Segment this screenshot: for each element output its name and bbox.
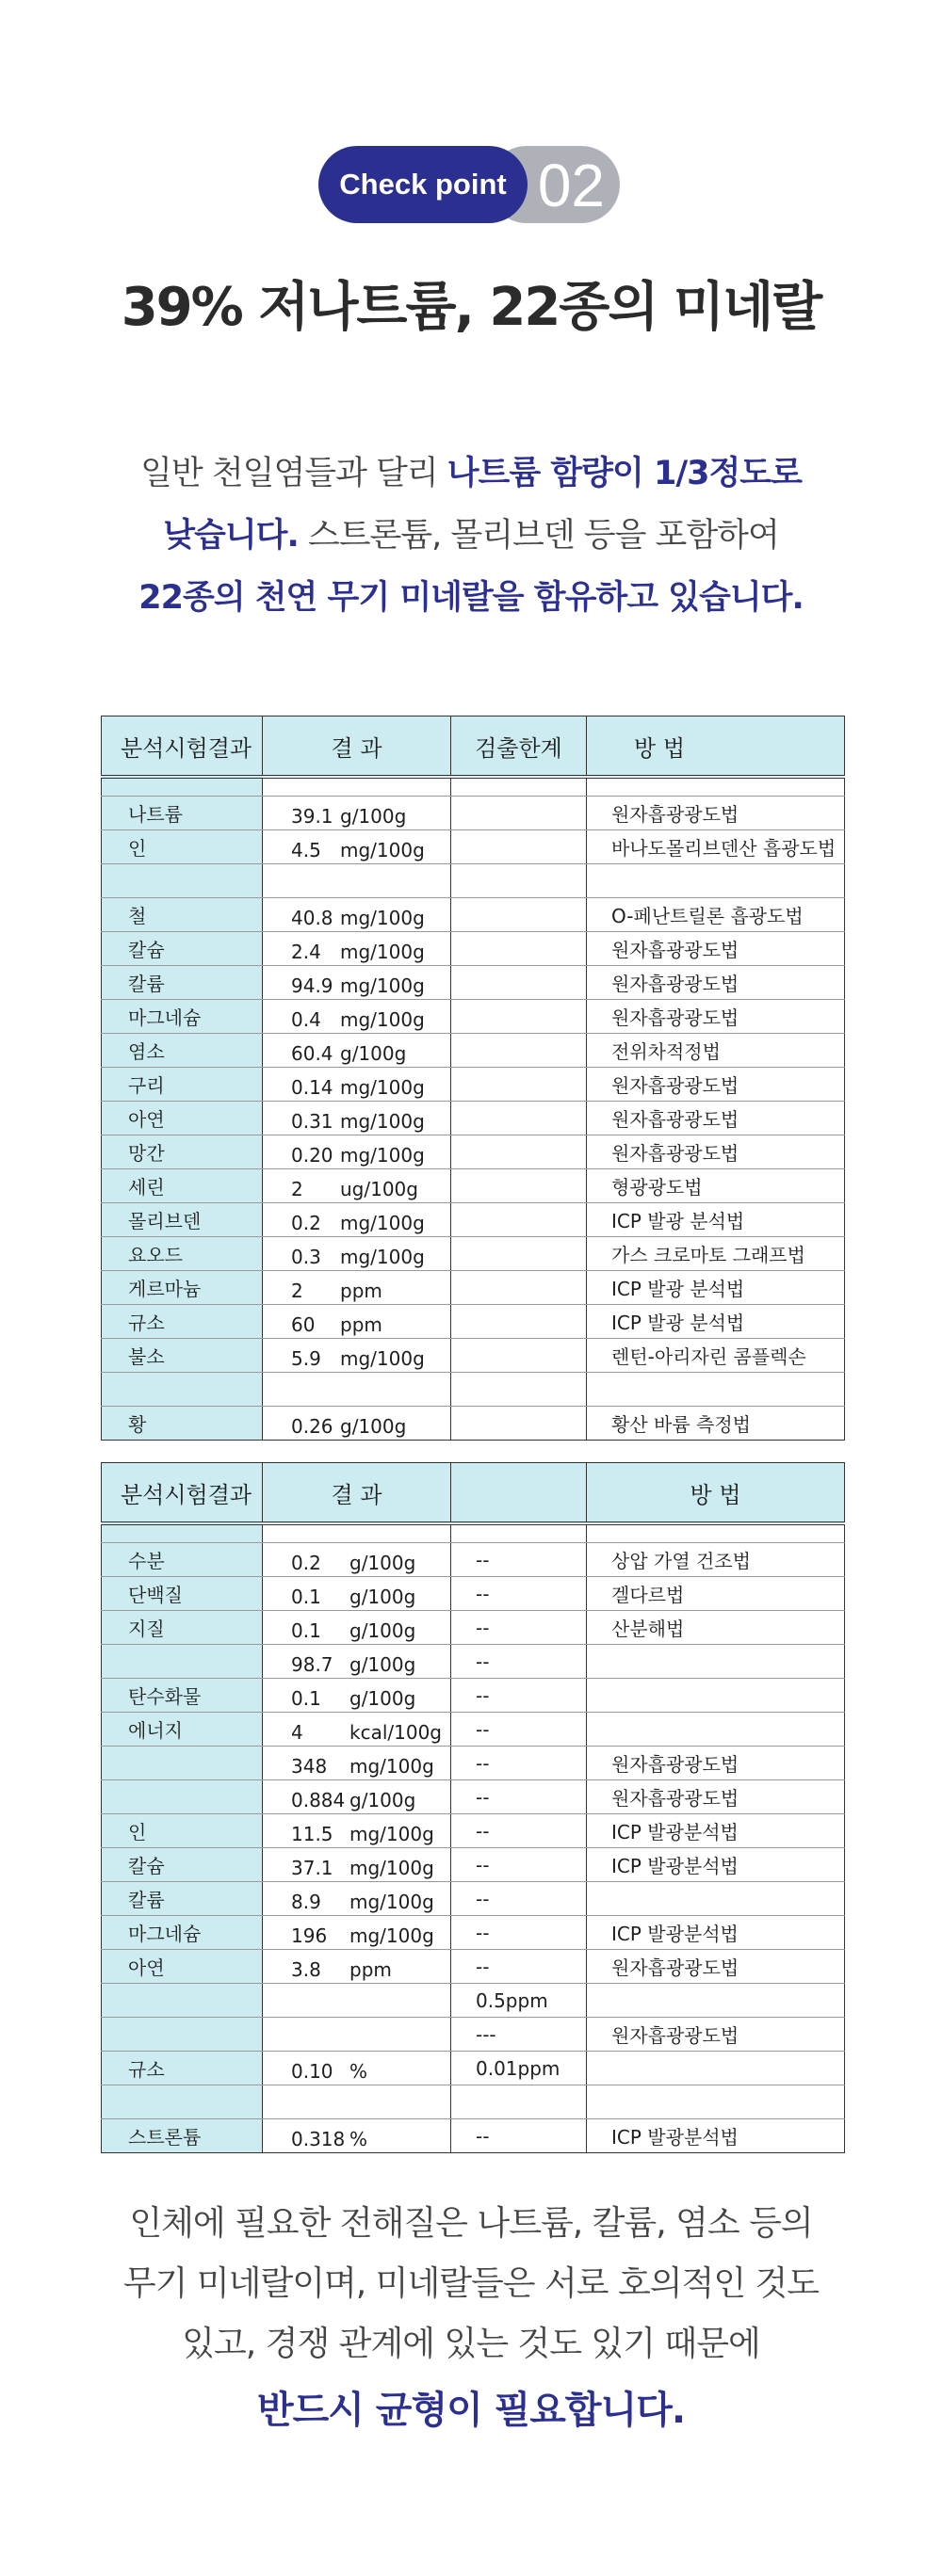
- limit-cell: --: [451, 1577, 587, 1611]
- result-cell: [263, 1679, 451, 1713]
- limit-cell: [451, 1271, 587, 1305]
- table-row: [102, 1543, 845, 1577]
- table-row: [102, 864, 845, 898]
- method-cell: [587, 1984, 845, 2018]
- result-unit: mg/100g: [349, 1924, 434, 1947]
- limit-cell: --: [451, 1916, 587, 1950]
- method-cell: 원자흡광광도법: [587, 1068, 845, 1102]
- item-cell: 철: [102, 898, 263, 932]
- result-cell: [263, 1000, 451, 1034]
- result-unit: ppm: [340, 1313, 382, 1336]
- item-cell: 구리: [102, 1068, 263, 1102]
- result-cell: [263, 797, 451, 830]
- result-cell: [263, 1237, 451, 1271]
- method-cell: 산분해법: [587, 1611, 845, 1645]
- limit-cell: [451, 966, 587, 1000]
- result-cell: [263, 1203, 451, 1237]
- method-cell: 원자흡광광도법: [587, 966, 845, 1000]
- result-cell: [263, 1169, 451, 1203]
- table-row: [102, 1679, 845, 1713]
- result-cell: [263, 1068, 451, 1102]
- result-unit: g/100g: [349, 1653, 416, 1676]
- result-cell: [263, 1373, 451, 1407]
- method-cell: [587, 1882, 845, 1916]
- table-spacer-row: [102, 1523, 845, 1543]
- result-value: 60.4: [291, 1042, 333, 1065]
- result-unit: mg/100g: [340, 1246, 425, 1268]
- result-cell: [263, 1713, 451, 1747]
- item-cell: 규소: [102, 2052, 263, 2085]
- table-spacer-row: [102, 777, 845, 797]
- result-unit: g/100g: [349, 1619, 416, 1642]
- result-value: 2: [291, 1178, 303, 1200]
- result-unit: g/100g: [349, 1552, 416, 1574]
- table-row: [102, 1577, 845, 1611]
- result-unit: mg/100g: [340, 907, 425, 929]
- table-header-row: [102, 716, 845, 778]
- table-row: [102, 2052, 845, 2085]
- result-cell: [263, 1135, 451, 1169]
- item-cell: [102, 1780, 263, 1814]
- result-value: 0.1: [291, 1586, 321, 1608]
- result-value: 0.14: [291, 1076, 333, 1099]
- table-row: [102, 1237, 845, 1271]
- method-cell: 바나도몰리브덴산 흡광도법: [587, 830, 845, 864]
- limit-cell: [451, 1000, 587, 1034]
- table-row: [102, 1034, 845, 1068]
- result-cell: [263, 1747, 451, 1780]
- table-row: [102, 1882, 845, 1916]
- item-cell: 요오드: [102, 1237, 263, 1271]
- table-row: [102, 1848, 845, 1882]
- header-item: 분석시험결과: [102, 716, 263, 778]
- limit-cell: --: [451, 1780, 587, 1814]
- intro-line2-b: 스트론튬, 몰리브덴 등을 포함하여: [298, 517, 779, 555]
- item-cell: 망간: [102, 1135, 263, 1169]
- outro-line1: 인체에 필요한 전해질은 나트륨, 칼륨, 염소 등의: [129, 2204, 813, 2243]
- result-value: 94.9: [291, 974, 333, 997]
- item-cell: 마그네슘: [102, 1916, 263, 1950]
- intro-line1-highlight: 나트륨 함량이 1/3정도로: [447, 455, 802, 492]
- item-cell: 인: [102, 1814, 263, 1848]
- item-cell: [102, 2085, 263, 2119]
- table-row: [102, 1814, 845, 1848]
- table-row: [102, 830, 845, 864]
- method-cell: 가스 크로마토 그래프법: [587, 1237, 845, 1271]
- result-value: 0.3: [291, 1246, 321, 1268]
- limit-cell: --: [451, 1679, 587, 1713]
- result-unit: mg/100g: [340, 839, 425, 861]
- limit-cell: 0.5ppm: [451, 1984, 587, 2018]
- result-unit: ug/100g: [340, 1178, 418, 1200]
- result-value: 0.2: [291, 1552, 321, 1574]
- result-value: 0.318: [291, 2128, 346, 2150]
- result-unit: ppm: [349, 1958, 392, 1981]
- result-value: 2.4: [291, 941, 321, 963]
- limit-cell: [451, 1135, 587, 1169]
- table-row: [102, 1916, 845, 1950]
- table-row: [102, 1713, 845, 1747]
- table-row: [102, 1747, 845, 1780]
- method-cell: ICP 발광분석법: [587, 1814, 845, 1848]
- result-unit: %: [349, 2060, 368, 2083]
- table-row: [102, 1169, 845, 1203]
- limit-cell: [451, 830, 587, 864]
- result-cell: [263, 1034, 451, 1068]
- item-cell: [102, 1984, 263, 2018]
- item-cell: 탄수화물: [102, 1679, 263, 1713]
- table-row: [102, 1000, 845, 1034]
- method-cell: 원자흡광광도법: [587, 1780, 845, 1814]
- spacer-cell: [102, 1523, 263, 1543]
- outro-text: [0, 2194, 942, 2440]
- mineral-analysis-table: [101, 716, 845, 1441]
- method-cell: 렌턴-아리자린 콤플렉손: [587, 1339, 845, 1373]
- result-cell: [263, 864, 451, 898]
- method-cell: 원자흡광광도법: [587, 797, 845, 830]
- limit-cell: --: [451, 1950, 587, 1984]
- result-unit: mg/100g: [349, 1891, 434, 1913]
- table-row: [102, 1339, 845, 1373]
- result-value: 3.8: [291, 1958, 321, 1981]
- table-row: [102, 1102, 845, 1135]
- item-cell: [102, 864, 263, 898]
- result-cell: [263, 2018, 451, 2052]
- header-limit: [451, 1463, 587, 1524]
- page-title: 39% 저나트륨, 22종의 미네랄: [121, 277, 821, 338]
- result-value: 0.10: [291, 2060, 333, 2083]
- limit-cell: [451, 1237, 587, 1271]
- result-value: 0.1: [291, 1619, 321, 1642]
- result-unit: mg/100g: [340, 1076, 425, 1099]
- limit-cell: [451, 1203, 587, 1237]
- result-unit: mg/100g: [349, 1823, 434, 1845]
- badge-number: 02: [537, 152, 605, 219]
- method-cell: 원자흡광광도법: [587, 932, 845, 966]
- method-cell: [587, 2085, 845, 2119]
- result-value: 4.5: [291, 839, 321, 861]
- limit-cell: [451, 1305, 587, 1339]
- table-row: [102, 1950, 845, 1984]
- limit-cell: --: [451, 1713, 587, 1747]
- table-row: [102, 932, 845, 966]
- result-unit: mg/100g: [340, 1347, 425, 1370]
- table-row: [102, 2018, 845, 2052]
- table-header-row: [102, 1463, 845, 1524]
- result-unit: g/100g: [349, 1789, 416, 1811]
- result-cell: [263, 2119, 451, 2153]
- result-value: 4: [291, 1721, 303, 1744]
- table-row: [102, 1611, 845, 1645]
- spacer-cell: [263, 1523, 451, 1543]
- result-unit: kcal/100g: [349, 1721, 442, 1744]
- result-value: 98.7: [291, 1653, 333, 1676]
- item-cell: 황: [102, 1407, 263, 1441]
- method-cell: 원자흡광광도법: [587, 1102, 845, 1135]
- method-cell: 원자흡광광도법: [587, 1000, 845, 1034]
- result-cell: [263, 1611, 451, 1645]
- limit-cell: --: [451, 1543, 587, 1577]
- limit-cell: --: [451, 1814, 587, 1848]
- result-cell: [263, 932, 451, 966]
- result-cell: [263, 2085, 451, 2119]
- result-unit: g/100g: [349, 1586, 416, 1608]
- header-result: 결 과: [263, 1463, 451, 1524]
- table-row: [102, 1305, 845, 1339]
- limit-cell: --: [451, 1848, 587, 1882]
- item-cell: 불소: [102, 1339, 263, 1373]
- result-cell: [263, 1645, 451, 1679]
- limit-cell: --: [451, 1747, 587, 1780]
- result-cell: [263, 898, 451, 932]
- method-cell: [587, 864, 845, 898]
- result-cell: [263, 1848, 451, 1882]
- item-cell: 아연: [102, 1102, 263, 1135]
- item-cell: 세린: [102, 1169, 263, 1203]
- badge-label: Check point: [318, 146, 528, 223]
- table-row: [102, 898, 845, 932]
- item-cell: 지질: [102, 1611, 263, 1645]
- result-unit: g/100g: [340, 1042, 407, 1065]
- method-cell: [587, 1373, 845, 1407]
- result-value: 39.1: [291, 805, 333, 828]
- method-cell: ICP 발광 분석법: [587, 1305, 845, 1339]
- method-cell: 황산 바륨 측정법: [587, 1407, 845, 1441]
- result-value: 0.31: [291, 1110, 333, 1133]
- method-cell: ICP 발광분석법: [587, 2119, 845, 2153]
- method-cell: ICP 발광 분석법: [587, 1271, 845, 1305]
- result-cell: [263, 1577, 451, 1611]
- limit-cell: [451, 1407, 587, 1441]
- item-cell: [102, 2018, 263, 2052]
- method-cell: 형광광도법: [587, 1169, 845, 1203]
- result-value: 11.5: [291, 1823, 333, 1845]
- spacer-cell: [102, 777, 263, 797]
- item-cell: [102, 1747, 263, 1780]
- item-cell: [102, 1373, 263, 1407]
- result-value: 0.26: [291, 1415, 333, 1438]
- limit-cell: [451, 1068, 587, 1102]
- result-cell: [263, 1780, 451, 1814]
- result-unit: mg/100g: [340, 941, 425, 963]
- result-value: 0.20: [291, 1144, 333, 1167]
- method-cell: [587, 1679, 845, 1713]
- result-value: 0.884: [291, 1789, 346, 1811]
- result-cell: [263, 1916, 451, 1950]
- result-unit: mg/100g: [340, 1212, 425, 1234]
- limit-cell: --: [451, 1882, 587, 1916]
- item-cell: 단백질: [102, 1577, 263, 1611]
- result-cell: [263, 1305, 451, 1339]
- item-cell: 에너지: [102, 1713, 263, 1747]
- intro-text: [0, 443, 942, 629]
- result-unit: %: [349, 2128, 368, 2150]
- table-row: [102, 1645, 845, 1679]
- table-row: [102, 1068, 845, 1102]
- result-value: 5.9: [291, 1347, 321, 1370]
- method-cell: ICP 발광분석법: [587, 1848, 845, 1882]
- result-cell: [263, 830, 451, 864]
- intro-line3-highlight: 22종의 천연 무기 미네랄을 함유하고 있습니다.: [138, 579, 804, 617]
- spacer-cell: [451, 777, 587, 797]
- outro-conclusion: 반드시 균형이 필요합니다.: [256, 2389, 686, 2432]
- item-cell: 게르마늄: [102, 1271, 263, 1305]
- table-row: [102, 966, 845, 1000]
- header-result: 결 과: [263, 716, 451, 778]
- item-cell: 수분: [102, 1543, 263, 1577]
- intro-line2-highlight: 낮습니다.: [163, 517, 299, 555]
- spacer-cell: [451, 1523, 587, 1543]
- table-row: [102, 2119, 845, 2153]
- check-point-badge: [318, 146, 620, 223]
- method-cell: 상압 가열 건조법: [587, 1543, 845, 1577]
- method-cell: 원자흡광광도법: [587, 1135, 845, 1169]
- method-cell: 겔다르법: [587, 1577, 845, 1611]
- nutrition-analysis-table: [101, 1462, 845, 2153]
- limit-cell: [451, 1102, 587, 1135]
- method-cell: [587, 2052, 845, 2085]
- item-cell: 나트륨: [102, 797, 263, 830]
- result-value: 2: [291, 1280, 303, 1302]
- item-cell: 몰리브덴: [102, 1203, 263, 1237]
- method-cell: [587, 1713, 845, 1747]
- result-unit: mg/100g: [349, 1857, 434, 1879]
- method-cell: [587, 1645, 845, 1679]
- item-cell: 스트론튬: [102, 2119, 263, 2153]
- item-cell: 규소: [102, 1305, 263, 1339]
- spacer-cell: [263, 777, 451, 797]
- item-cell: 칼륨: [102, 966, 263, 1000]
- limit-cell: [451, 898, 587, 932]
- table-row: [102, 797, 845, 830]
- item-cell: 칼슘: [102, 932, 263, 966]
- item-cell: 인: [102, 830, 263, 864]
- result-value: 8.9: [291, 1891, 321, 1913]
- result-unit: mg/100g: [349, 1755, 434, 1778]
- table-row: [102, 2085, 845, 2119]
- limit-cell: --: [451, 1611, 587, 1645]
- result-cell: [263, 1339, 451, 1373]
- method-cell: O-페난트릴론 흡광도법: [587, 898, 845, 932]
- limit-cell: [451, 1339, 587, 1373]
- table-row: [102, 1373, 845, 1407]
- limit-cell: [451, 1034, 587, 1068]
- result-cell: [263, 1102, 451, 1135]
- method-cell: 원자흡광광도법: [587, 2018, 845, 2052]
- result-cell: [263, 1271, 451, 1305]
- item-cell: 염소: [102, 1034, 263, 1068]
- result-unit: g/100g: [340, 1415, 407, 1438]
- header-item: 분석시험결과: [102, 1463, 263, 1524]
- spacer-cell: [587, 1523, 845, 1543]
- method-cell: 원자흡광광도법: [587, 1747, 845, 1780]
- result-cell: [263, 1950, 451, 1984]
- spacer-cell: [587, 777, 845, 797]
- table-row: [102, 1135, 845, 1169]
- result-value: 196: [291, 1924, 328, 1947]
- table-row: [102, 1271, 845, 1305]
- intro-line1-a: 일반 천일염들과 달리: [140, 455, 447, 492]
- table-row: [102, 1203, 845, 1237]
- table-row: [102, 1984, 845, 2018]
- result-cell: [263, 2052, 451, 2085]
- item-cell: 아연: [102, 1950, 263, 1984]
- result-unit: mg/100g: [340, 1144, 425, 1167]
- result-cell: [263, 1882, 451, 1916]
- table-row: [102, 1780, 845, 1814]
- result-unit: mg/100g: [340, 1110, 425, 1133]
- result-cell: [263, 1814, 451, 1848]
- limit-cell: 0.01ppm: [451, 2052, 587, 2085]
- item-cell: 칼륨: [102, 1882, 263, 1916]
- outro-line3: 있고, 경쟁 관계에 있는 것도 있기 때문에: [182, 2325, 760, 2363]
- result-value: 60: [291, 1313, 316, 1336]
- result-value: 0.1: [291, 1687, 321, 1710]
- item-cell: 마그네슘: [102, 1000, 263, 1034]
- limit-cell: [451, 864, 587, 898]
- result-unit: g/100g: [349, 1687, 416, 1710]
- method-cell: ICP 발광분석법: [587, 1916, 845, 1950]
- method-cell: ICP 발광 분석법: [587, 1203, 845, 1237]
- result-unit: g/100g: [340, 805, 407, 828]
- method-cell: 원자흡광광도법: [587, 1950, 845, 1984]
- limit-cell: ---: [451, 2018, 587, 2052]
- result-value: 37.1: [291, 1857, 333, 1879]
- header-limit: 검출한계: [451, 716, 587, 778]
- limit-cell: [451, 932, 587, 966]
- result-value: 348: [291, 1755, 328, 1778]
- result-value: 0.4: [291, 1008, 321, 1031]
- item-cell: [102, 1645, 263, 1679]
- result-cell: [263, 1407, 451, 1441]
- result-cell: [263, 966, 451, 1000]
- limit-cell: [451, 1169, 587, 1203]
- limit-cell: [451, 797, 587, 830]
- result-value: 40.8: [291, 907, 333, 929]
- result-unit: ppm: [340, 1280, 382, 1302]
- limit-cell: --: [451, 1645, 587, 1679]
- limit-cell: [451, 1373, 587, 1407]
- limit-cell: --: [451, 2119, 587, 2153]
- outro-line2: 무기 미네랄이며, 미네랄들은 서로 호의적인 것도: [122, 2264, 820, 2303]
- header-method: 방 법: [587, 1463, 845, 1524]
- result-cell: [263, 1984, 451, 2018]
- result-value: 0.2: [291, 1212, 321, 1234]
- result-unit: mg/100g: [340, 1008, 425, 1031]
- result-cell: [263, 1543, 451, 1577]
- item-cell: 칼슘: [102, 1848, 263, 1882]
- method-cell: 전위차적정법: [587, 1034, 845, 1068]
- result-unit: mg/100g: [340, 974, 425, 997]
- header-method: 방 법: [587, 716, 845, 778]
- table-row: [102, 1407, 845, 1441]
- limit-cell: [451, 2085, 587, 2119]
